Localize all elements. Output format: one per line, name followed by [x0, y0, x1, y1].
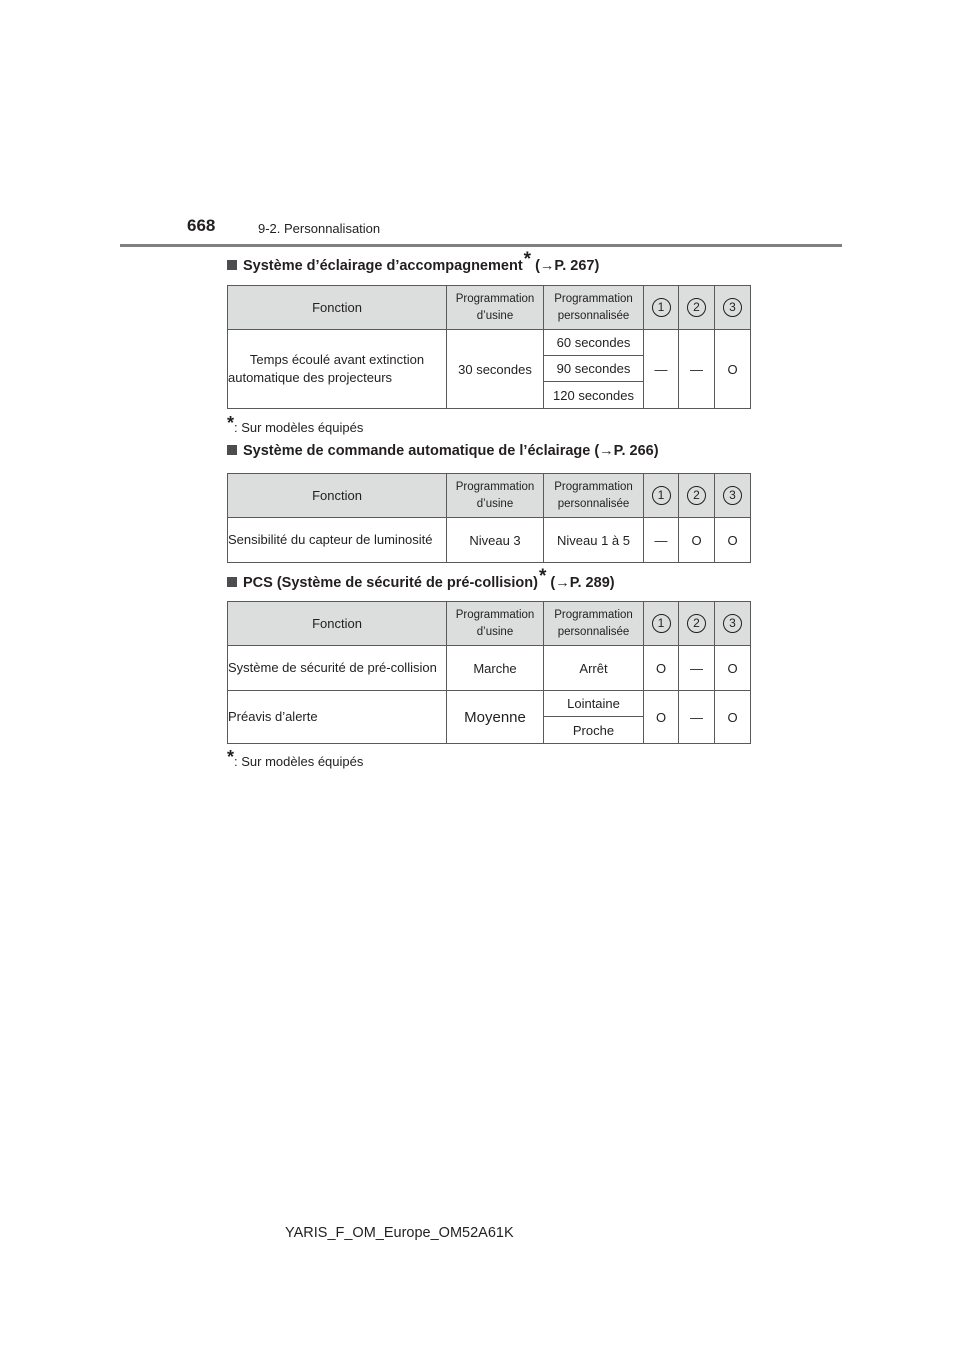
method-2-value: —	[679, 691, 715, 744]
page-reference: (→P. 267)	[531, 258, 600, 274]
page-number: 668	[187, 216, 216, 235]
asterisk-mark: *	[538, 566, 547, 587]
footnote	[227, 747, 364, 771]
circled-number-1-icon: 1	[652, 486, 671, 505]
factory-value: Niveau 3	[447, 518, 544, 563]
header-method-2	[679, 286, 715, 330]
circled-number-2-icon: 2	[687, 298, 706, 317]
header-divider	[120, 244, 842, 247]
method-3-value: O	[715, 330, 751, 409]
header-method-2	[679, 602, 715, 646]
section-title-auto-lighting	[227, 443, 659, 459]
method-2-value: —	[679, 646, 715, 691]
method-3-value: O	[715, 646, 751, 691]
header-function: Fonction	[228, 474, 447, 518]
square-bullet-icon	[227, 260, 237, 270]
footnote-text: : Sur modèles équipés	[234, 754, 364, 769]
function-cell: Temps écoulé avant extinction automatique des projecteurs	[228, 330, 447, 409]
header-custom-setting: Programmation personnalisée	[544, 286, 644, 330]
custom-option: 60 secondes	[544, 330, 644, 356]
header-method-2	[679, 474, 715, 518]
settings-table-accompaniment	[227, 285, 751, 409]
square-bullet-icon	[227, 445, 237, 455]
header-factory-setting: Programmation d’usine	[447, 286, 544, 330]
footnote	[227, 413, 364, 437]
method-1-value: —	[644, 518, 679, 563]
section-title-text: Système d’éclairage d’accompagnement	[243, 258, 523, 274]
factory-value: Moyenne	[447, 691, 544, 744]
header-method-3	[715, 474, 751, 518]
document-id: YARIS_F_OM_Europe_OM52A61K	[285, 1225, 514, 1241]
settings-table-auto-lighting	[227, 473, 751, 563]
header-function: Fonction	[228, 602, 447, 646]
method-1-value: O	[644, 691, 679, 744]
section-title-text: Système de commande automatique de l’éclairage (→P. 266)	[243, 443, 659, 459]
square-bullet-icon	[227, 577, 237, 587]
custom-value: Niveau 1 à 5	[544, 518, 644, 563]
page-reference: (→P. 289)	[546, 575, 615, 591]
circled-number-2-icon: 2	[687, 486, 706, 505]
footnote-asterisk: *	[227, 747, 235, 767]
custom-option: Lointaine	[544, 691, 644, 717]
method-1-value: O	[644, 646, 679, 691]
circled-number-3-icon: 3	[723, 486, 742, 505]
factory-value: Marche	[447, 646, 544, 691]
method-2-value: O	[679, 518, 715, 563]
custom-value: Arrêt	[544, 646, 644, 691]
circled-number-2-icon: 2	[687, 614, 706, 633]
header-method-3	[715, 602, 751, 646]
settings-table-pcs	[227, 601, 751, 744]
asterisk-mark: *	[523, 249, 532, 270]
chapter-title: 9-2. Personnalisation	[258, 221, 381, 236]
circled-number-3-icon: 3	[723, 298, 742, 317]
header-custom-setting: Programmation personnalisée	[544, 474, 644, 518]
header-method-1	[644, 602, 679, 646]
function-cell: Système de sécurité de pré-collision	[228, 646, 447, 691]
footnote-asterisk: *	[227, 413, 235, 433]
header-method-3	[715, 286, 751, 330]
custom-option: Proche	[544, 717, 644, 744]
header-method-1	[644, 286, 679, 330]
section-title-pcs	[227, 566, 615, 593]
section-title-accompaniment-lighting	[227, 249, 600, 276]
method-1-value: —	[644, 330, 679, 409]
circled-number-3-icon: 3	[723, 614, 742, 633]
function-cell: Sensibilité du capteur de luminosité	[228, 518, 447, 563]
header-custom-setting: Programmation personnalisée	[544, 602, 644, 646]
method-3-value: O	[715, 518, 751, 563]
method-3-value: O	[715, 691, 751, 744]
header-method-1	[644, 474, 679, 518]
header-factory-setting: Programmation d’usine	[447, 474, 544, 518]
factory-value: 30 secondes	[447, 330, 544, 409]
circled-number-1-icon: 1	[652, 298, 671, 317]
header-function: Fonction	[228, 286, 447, 330]
function-cell: Préavis d’alerte	[228, 691, 447, 744]
section-title-text: PCS (Système de sécurité de pré-collision)	[243, 575, 538, 591]
custom-option: 90 secondes	[544, 356, 644, 382]
circled-number-1-icon: 1	[652, 614, 671, 633]
footnote-text: : Sur modèles équipés	[234, 420, 364, 435]
header-factory-setting: Programmation d’usine	[447, 602, 544, 646]
custom-option: 120 secondes	[544, 382, 644, 409]
method-2-value: —	[679, 330, 715, 409]
